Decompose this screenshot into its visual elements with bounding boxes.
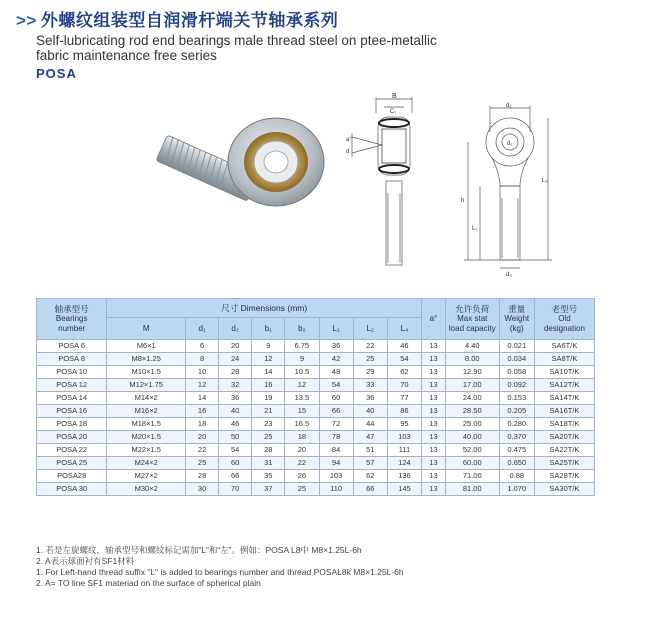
label-alpha: a°: [346, 137, 352, 143]
table-cell: 29: [353, 366, 387, 379]
table-cell: 17.00: [445, 379, 499, 392]
table-cell: 62: [353, 470, 387, 483]
table-cell: 103: [319, 470, 353, 483]
label-d: d: [346, 149, 350, 155]
table-cell: 16: [186, 405, 219, 418]
table-cell: M16×2: [107, 405, 186, 418]
header-old-en2: designation: [543, 324, 585, 333]
table-cell: 36: [219, 392, 252, 405]
table-cell: 81.00: [445, 483, 499, 496]
table-cell: 46: [219, 418, 252, 431]
front-drawing: [460, 102, 556, 278]
table-cell: 28: [186, 470, 219, 483]
table-cell: 33: [353, 379, 387, 392]
table-cell: 51: [353, 444, 387, 457]
table-cell: 0.153: [499, 392, 534, 405]
label-L1: L₁: [472, 226, 478, 232]
table-row: [37, 379, 595, 392]
table-cell: 0.058: [499, 366, 534, 379]
table-cell: 145: [387, 483, 421, 496]
note-en-1: 1. For Left-hand thread suffix "L" is added to bearings number and thread POSAL8k M8×1.25L-6h: [36, 567, 404, 577]
table-cell: 22: [353, 340, 387, 353]
header-L2: L₂: [353, 318, 387, 340]
table-cell: 12: [186, 379, 219, 392]
table-cell: 37: [252, 483, 285, 496]
table-cell: 9: [252, 340, 285, 353]
table-cell: 13: [422, 366, 446, 379]
table-cell: 50: [219, 431, 252, 444]
table-cell: 19: [252, 392, 285, 405]
table-cell: 94: [319, 457, 353, 470]
header: [16, 6, 636, 81]
table-cell: 25: [186, 457, 219, 470]
table-cell: 36: [353, 392, 387, 405]
table-cell: 8.00: [445, 353, 499, 366]
table-cell: 47: [353, 431, 387, 444]
table-cell: SA14T/K: [534, 392, 594, 405]
table-row: [37, 392, 595, 405]
table-cell: 8: [186, 353, 219, 366]
table-cell: 13: [422, 340, 446, 353]
table-row: [37, 366, 595, 379]
table-cell: 20: [186, 431, 219, 444]
table-cell: 20: [285, 444, 319, 457]
table-cell: 136: [387, 470, 421, 483]
header-weight-en1: Weight: [504, 314, 530, 323]
table-cell: M18×1.5: [107, 418, 186, 431]
table-cell: POSA 14: [37, 392, 107, 405]
table-cell: 60.00: [445, 457, 499, 470]
table-cell: 40.00: [445, 431, 499, 444]
table-cell: 28: [219, 366, 252, 379]
table-cell: POSA 30: [37, 483, 107, 496]
series-code: POSA: [36, 66, 77, 81]
table-cell: 9: [285, 353, 319, 366]
title-english-line1: Self-lubricating rod end bearings male thread steel on ptee-metallic: [36, 33, 437, 48]
table-cell: POSA 8: [37, 353, 107, 366]
table-cell: 0.092: [499, 379, 534, 392]
table-cell: POSA 12: [37, 379, 107, 392]
title-chinese-text: 外螺纹组装型自润滑杆端关节轴承系列: [40, 11, 339, 30]
table-cell: 22: [186, 444, 219, 457]
table-row: [37, 418, 595, 431]
table-cell: 72: [319, 418, 353, 431]
table-cell: M22×1.5: [107, 444, 186, 457]
table-cell: 13: [422, 379, 446, 392]
label-d3: d₃: [506, 272, 512, 278]
notes: [36, 545, 616, 589]
table-cell: 0.88: [499, 470, 534, 483]
header-dimensions: 尺寸 Dimensions (mm): [107, 299, 422, 318]
table-cell: 10: [186, 366, 219, 379]
table-cell: 32: [219, 379, 252, 392]
table-cell: 6: [186, 340, 219, 353]
note-en-2: 2. A= TO line SF1 materiad on the surface of spherical plain: [36, 578, 261, 588]
table-cell: 18: [285, 431, 319, 444]
table-cell: 48: [319, 366, 353, 379]
header-weight: [499, 299, 534, 340]
table-row: [37, 470, 595, 483]
table-cell: M27×2: [107, 470, 186, 483]
table-cell: 13: [422, 418, 446, 431]
table-cell: M8×1.25: [107, 353, 186, 366]
header-weight-cn: 重量: [508, 304, 526, 314]
table-cell: 25: [285, 483, 319, 496]
table-cell: 66: [319, 405, 353, 418]
table-cell: M20×1.5: [107, 431, 186, 444]
table-cell: 24.00: [445, 392, 499, 405]
table-cell: 10.5: [285, 366, 319, 379]
table-cell: 0.475: [499, 444, 534, 457]
rod-end-photo: [148, 104, 328, 246]
header-bearing-en1: Bearings: [55, 314, 88, 323]
table-cell: SA25T/K: [534, 457, 594, 470]
table-cell: 25: [252, 431, 285, 444]
table-cell: 0.280: [499, 418, 534, 431]
table-cell: M10×1.5: [107, 366, 186, 379]
table-cell: SA12T/K: [534, 379, 594, 392]
table-cell: 13: [422, 431, 446, 444]
header-M: M: [107, 318, 186, 340]
table-row: [37, 340, 595, 353]
table-cell: POSA 25: [37, 457, 107, 470]
table-cell: 60: [319, 392, 353, 405]
table-cell: 52.00: [445, 444, 499, 457]
header-b2: b₂: [285, 318, 319, 340]
title-english: [36, 33, 636, 63]
table-cell: 22: [285, 457, 319, 470]
table-cell: 12: [285, 379, 319, 392]
table-cell: 124: [387, 457, 421, 470]
table-cell: 16: [252, 379, 285, 392]
table-cell: 6.75: [285, 340, 319, 353]
table-row: [37, 405, 595, 418]
header-bearing-en2: number: [58, 324, 86, 333]
table-cell: 28.50: [445, 405, 499, 418]
table-cell: 12: [252, 353, 285, 366]
table-cell: 103: [387, 431, 421, 444]
header-old-designation: [534, 299, 594, 340]
table-cell: 16.5: [285, 418, 319, 431]
table-cell: 60: [219, 457, 252, 470]
table-cell: POSA 20: [37, 431, 107, 444]
table-cell: 0.370: [499, 431, 534, 444]
table-cell: POSA 18: [37, 418, 107, 431]
table-cell: M24×2: [107, 457, 186, 470]
table-cell: 70: [387, 379, 421, 392]
table-cell: 20: [219, 340, 252, 353]
table-cell: 26: [285, 470, 319, 483]
table-cell: 14: [252, 366, 285, 379]
table-cell: M30×2: [107, 483, 186, 496]
table-row: [37, 457, 595, 470]
table-cell: 66: [353, 483, 387, 496]
table-cell: POSA 6: [37, 340, 107, 353]
table-cell: 86: [387, 405, 421, 418]
arrow-icon: >>: [16, 11, 37, 30]
table-cell: 42: [319, 353, 353, 366]
table-cell: POSA 10: [37, 366, 107, 379]
table-cell: 35: [252, 470, 285, 483]
table-cell: 36: [319, 340, 353, 353]
label-C1: C₁: [390, 109, 397, 115]
table-cell: POSA28: [37, 470, 107, 483]
table-cell: 25: [353, 353, 387, 366]
table-cell: POSA 22: [37, 444, 107, 457]
table-cell: 110: [319, 483, 353, 496]
table-cell: 24: [219, 353, 252, 366]
title-english-line2: fabric maintenance free series: [36, 48, 217, 63]
table-cell: 77: [387, 392, 421, 405]
table-cell: 84: [319, 444, 353, 457]
table-cell: 40: [219, 405, 252, 418]
table-cell: 78: [319, 431, 353, 444]
note-cn-2: 2. A表示球面衬有SF1材料: [36, 556, 135, 566]
table-cell: 0.650: [499, 457, 534, 470]
table-cell: 13: [422, 353, 446, 366]
table-cell: M14×2: [107, 392, 186, 405]
header-load-en1: Max stat: [457, 314, 488, 323]
table-cell: 12.90: [445, 366, 499, 379]
table-row: [37, 444, 595, 457]
header-L4: L₄: [387, 318, 421, 340]
table-cell: SA6T/K: [534, 340, 594, 353]
table-cell: SA30T/K: [534, 483, 594, 496]
table-cell: 23: [252, 418, 285, 431]
table-cell: 28: [252, 444, 285, 457]
table-cell: M6×1: [107, 340, 186, 353]
table-cell: 62: [387, 366, 421, 379]
header-L1: L₁: [319, 318, 353, 340]
table-cell: 18: [186, 418, 219, 431]
header-d2: d₂: [219, 318, 252, 340]
table-cell: 13: [422, 470, 446, 483]
table-cell: 30: [186, 483, 219, 496]
header-old-en1: Old: [558, 314, 571, 323]
table-cell: SA10T/K: [534, 366, 594, 379]
table-cell: 0.034: [499, 353, 534, 366]
table-cell: 40: [353, 405, 387, 418]
table-cell: POSA 16: [37, 405, 107, 418]
table-cell: 54: [319, 379, 353, 392]
table-cell: SA8T/K: [534, 353, 594, 366]
table-cell: 13: [422, 405, 446, 418]
table-cell: 13: [422, 483, 446, 496]
label-B: B: [392, 93, 397, 100]
table-cell: 4.40: [445, 340, 499, 353]
table-cell: 21: [252, 405, 285, 418]
section-drawing: [346, 93, 432, 273]
table-row: [37, 483, 595, 496]
table-cell: 15: [285, 405, 319, 418]
table-cell: 70: [219, 483, 252, 496]
table-cell: M12×1.75: [107, 379, 186, 392]
label-L2: L₂: [542, 178, 548, 184]
table-cell: 14: [186, 392, 219, 405]
header-d1: d₁: [186, 318, 219, 340]
header-alpha: a°: [422, 299, 446, 340]
spec-table-body: [37, 340, 595, 496]
table-cell: 46: [387, 340, 421, 353]
table-cell: 1.070: [499, 483, 534, 496]
header-weight-en2: (kg): [509, 324, 524, 333]
table-cell: 13: [422, 444, 446, 457]
table-cell: 31: [252, 457, 285, 470]
label-d1: d₁: [507, 141, 513, 147]
table-cell: 95: [387, 418, 421, 431]
spec-table-wrapper: [36, 298, 595, 496]
header-b1: b₁: [252, 318, 285, 340]
table-cell: 13: [422, 392, 446, 405]
table-row: [37, 431, 595, 444]
table-cell: 0.205: [499, 405, 534, 418]
table-cell: 71.00: [445, 470, 499, 483]
table-cell: 25.00: [445, 418, 499, 431]
table-cell: SA20T/K: [534, 431, 594, 444]
label-h: h: [461, 198, 465, 204]
table-cell: SA18T/K: [534, 418, 594, 431]
table-cell: 111: [387, 444, 421, 457]
header-old-cn: 老型号: [551, 304, 578, 314]
header-load-cn: 允许负荷: [455, 304, 490, 314]
table-row: [37, 353, 595, 366]
table-cell: 54: [219, 444, 252, 457]
table-cell: 13: [422, 457, 446, 470]
table-cell: 13.5: [285, 392, 319, 405]
table-cell: 44: [353, 418, 387, 431]
table-cell: 54: [387, 353, 421, 366]
header-bearing-cn: 轴承型号: [54, 304, 89, 314]
spec-table: [36, 298, 595, 496]
header-load-capacity: [445, 299, 499, 340]
header-bearing-number: [37, 299, 107, 340]
table-cell: 57: [353, 457, 387, 470]
table-cell: SA28T/K: [534, 470, 594, 483]
table-cell: SA16T/K: [534, 405, 594, 418]
table-cell: SA22T/K: [534, 444, 594, 457]
table-cell: 66: [219, 470, 252, 483]
label-d2: d₂: [506, 103, 512, 109]
header-load-en2: load capacity: [448, 324, 496, 333]
note-cn-1: 1. 若是左旋螺纹，轴承型号和螺纹标记需加“L”和“左”。例如：POSA L8中 M8×1.25L-6h: [36, 545, 362, 555]
title-chinese: [16, 6, 636, 31]
table-cell: 0.021: [499, 340, 534, 353]
